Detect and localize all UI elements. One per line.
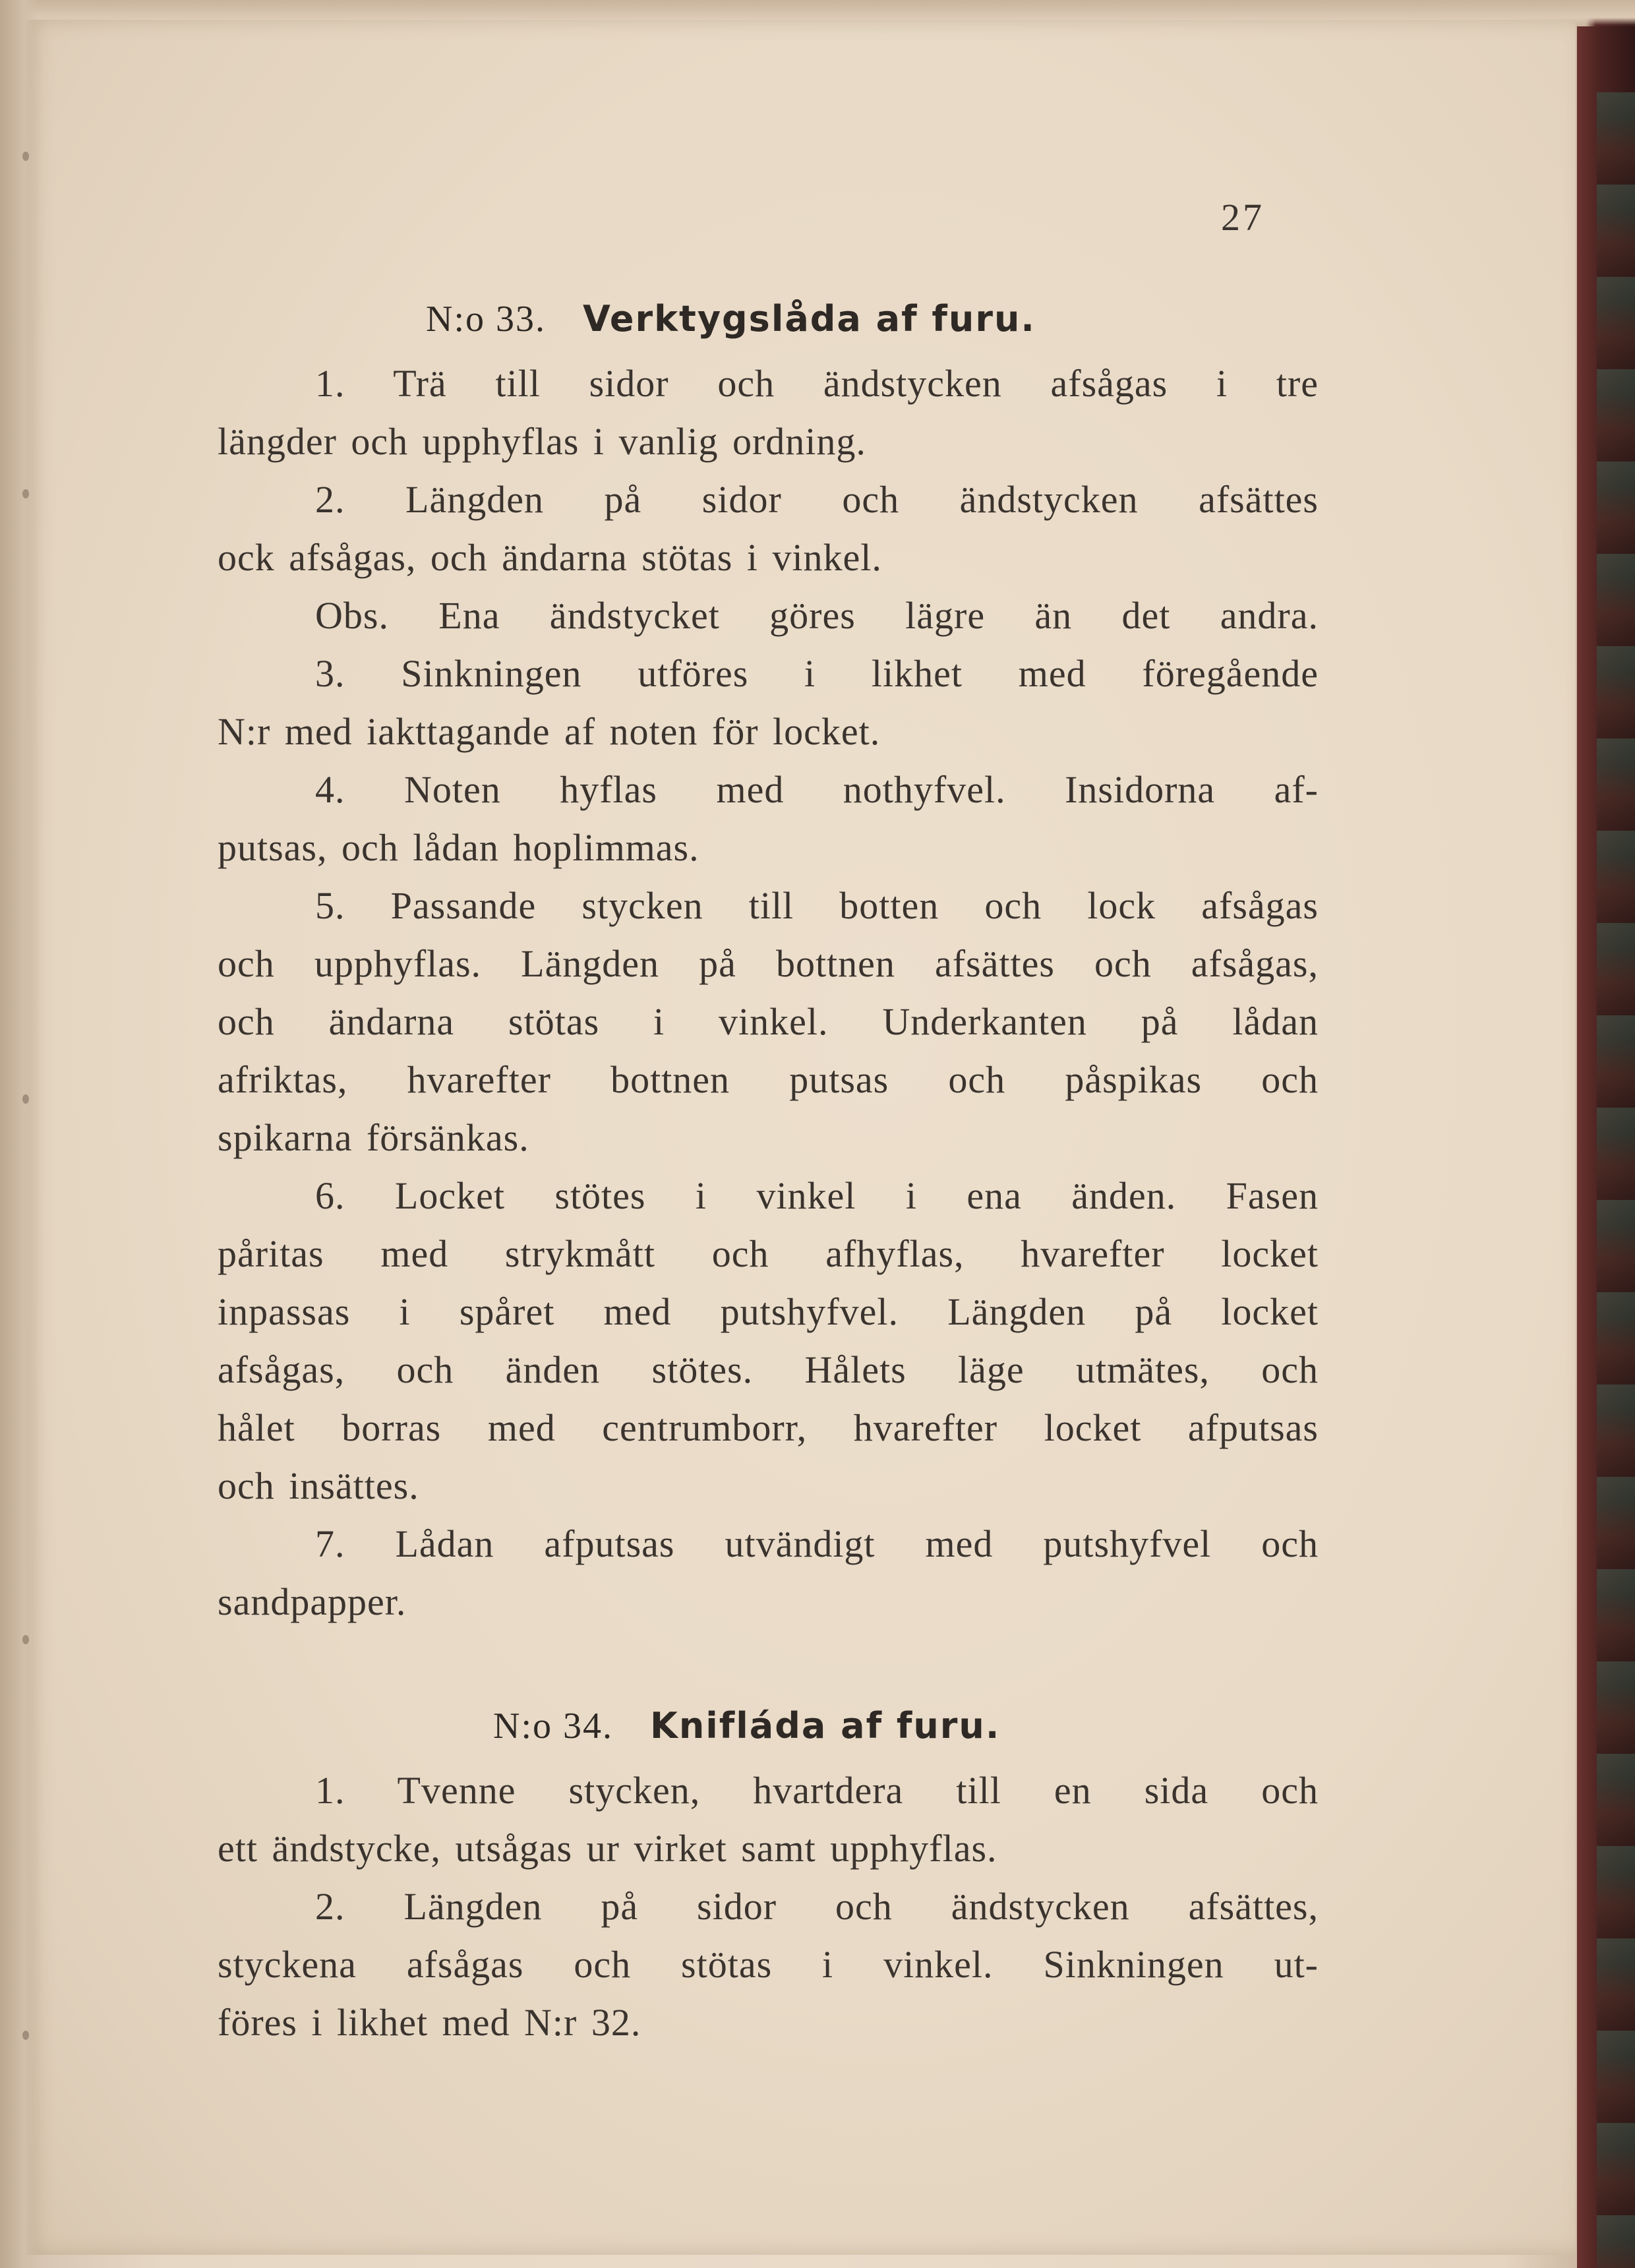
- text-line: afsågas, och änden stötes. Hålets läge utmätes, och: [218, 1348, 1319, 1391]
- text-line: 5. Passande stycken till botten och lock afsågas: [315, 884, 1319, 927]
- text-line: sandpapper.: [218, 1580, 407, 1623]
- text-line: 6. Locket stötes i vinkel i ena änden. Fasen: [315, 1174, 1319, 1217]
- text-line: längder och upphyflas i vanlig ordning.: [218, 420, 866, 463]
- text-line: putsas, och lådan hoplimmas.: [218, 826, 699, 869]
- binding-gutter: [0, 0, 40, 2268]
- text-line: 2. Längden på sidor och ändstycken afsättes: [315, 478, 1319, 521]
- section-34-heading: [493, 1697, 1000, 1756]
- text-line: och insättes.: [218, 1464, 419, 1507]
- text-line: styckena afsågas och stötas i vinkel. Sinkningen ut-: [218, 1943, 1319, 1986]
- section-34-title: Knifláda af furu.: [650, 1705, 1001, 1746]
- binding-stitch: [22, 1635, 29, 1644]
- binding-stitch: [22, 2031, 29, 2040]
- text-line: inpassas i spåret med putshyfvel. Längden på locket: [218, 1290, 1319, 1333]
- text-line: ock afsågas, och ändarna stötas i vinkel.: [218, 536, 882, 579]
- text-line: 4. Noten hyflas med nothyfvel. Insidorna af-: [315, 768, 1319, 811]
- book-cover-edge: [1577, 26, 1635, 2268]
- section-34-number: N:o 34.: [493, 1706, 613, 1746]
- section-33-number: N:o 33.: [426, 299, 546, 340]
- binding-stitch: [22, 489, 29, 498]
- text-line: N:r med iakttagande af noten för locket.: [218, 710, 881, 753]
- section-33-heading: [426, 290, 1036, 349]
- page-number: 27: [1221, 196, 1264, 239]
- text-line: spikarna försänkas.: [218, 1116, 529, 1159]
- text-line: afriktas, hvarefter bottnen putsas och påspikas och: [218, 1058, 1319, 1101]
- binding-stitch: [22, 1094, 29, 1104]
- text-line: Obs. Ena ändstycket göres lägre än det andra.: [315, 594, 1319, 637]
- binding-stitch: [22, 152, 29, 161]
- text-line: 2. Längden på sidor och ändstycken afsättes,: [315, 1885, 1319, 1928]
- text-line: 1. Tvenne stycken, hvartdera till en sida och: [315, 1769, 1319, 1812]
- text-line: 3. Sinkningen utföres i likhet med föregående: [315, 652, 1319, 695]
- text-line: och ändarna stötas i vinkel. Underkanten på lådan: [218, 1000, 1319, 1043]
- text-line: 1. Trä till sidor och ändstycken afsågas i tre: [315, 362, 1319, 405]
- text-line: 7. Lådan afputsas utvändigt med putshyfvel och: [315, 1522, 1319, 1565]
- text-line: påritas med strykmått och afhyflas, hvarefter locket: [218, 1232, 1319, 1275]
- text-line: hålet borras med centrumborr, hvarefter locket afputsas: [218, 1406, 1319, 1449]
- text-line: ett ändstycke, utsågas ur virket samt upphyflas.: [218, 1827, 997, 1870]
- section-33-title: Verktygslåda af furu.: [583, 298, 1036, 340]
- text-line: och upphyflas. Längden på bottnen afsättes och afsågas,: [218, 942, 1319, 985]
- text-line: föres i likhet med N:r 32.: [218, 2001, 641, 2044]
